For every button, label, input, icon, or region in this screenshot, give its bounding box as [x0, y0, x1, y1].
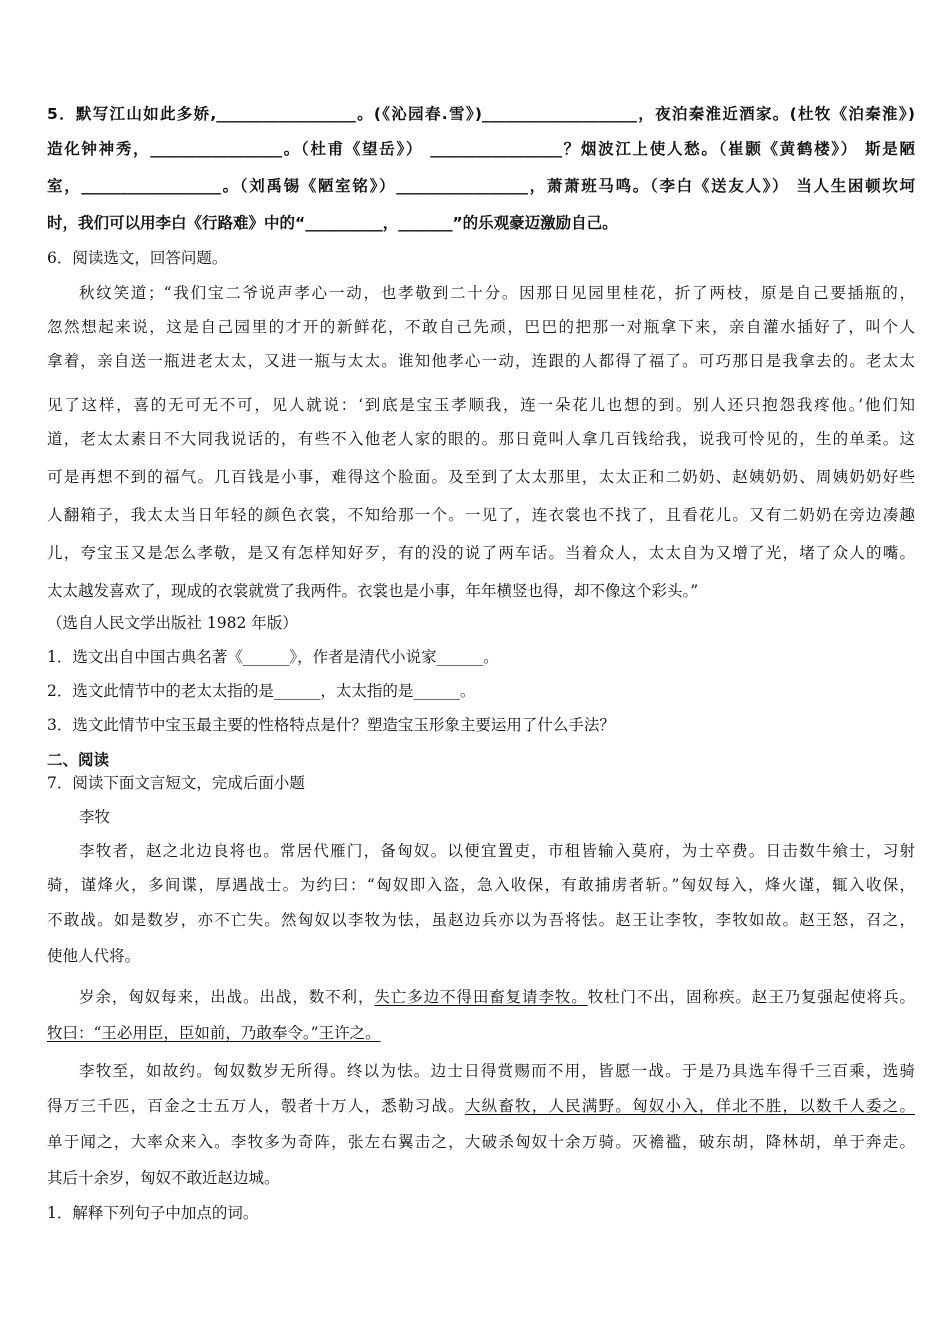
q7-subquestion-1: 1．解释下列句子中加点的词。 — [47, 1204, 259, 1222]
q7-passage-line: 李牧至，如故约。匈奴数岁无所得。终以为怯。边士日得赏赐而不用，皆愿一战。于是乃具选车得千三百乘，选骑 — [79, 1062, 915, 1080]
q5-line-3: 室，__________________。（刘禹锡《陋室铭》）_________________，萧萧班马鸣。（李白《送友人》） 当人生困顿坎坷 — [47, 177, 915, 195]
q6-passage-line: 见了这样，喜的无可无不可，见人就说：‘到底是宝玉孝顺我，连一朵花儿也想的到。别人还只抱怨我疼他。’他们知 — [47, 396, 915, 414]
q6-passage-line: 人翻箱子，我太太当日年轻的颜色衣裳，不知给那一个。一见了，连衣裳也不找了，且看花儿。又有二奶奶在旁边凑趣 — [47, 506, 915, 524]
q7-header: 7．阅读下面文言短文，完成后面小题 — [47, 774, 305, 792]
q7-passage-line: 李牧者，赵之北边良将也。常居代雁门，备匈奴。以便宜置吏，市租皆输入莫府，为士卒费。日击数牛飨士，习射 — [79, 842, 915, 860]
q6-subquestion-1: 1．选文出自中国古典名著《______》，作者是清代小说家______。 — [47, 648, 499, 666]
q5-line-4: 时，我们可以用李白《行路难》中的“__________，_______”的乐观豪迈激励自己。 — [47, 214, 618, 232]
q6-passage-line: 拿着，亲自送一瓶进老太太，又进一瓶与太太。谁知他孝心一动，连跟的人都得了福了。可巧那日是我拿去的。老太太 — [47, 352, 915, 370]
q6-subquestion-2: 2．选文此情节中的老太太指的是______，太太指的是______。 — [47, 682, 476, 700]
q7-passage-line: 使他人代将。 — [47, 947, 141, 965]
passage-text: 岁余，匈奴每来，出战。出战，数不利， — [79, 988, 375, 1006]
underlined-sentence: 大纵畜牧，人民满野。匈奴小入，佯北不胜，以数千人委之。 — [464, 1097, 915, 1115]
q7-passage-line — [47, 1095, 915, 1117]
q7-passage-line: 骑，谨烽火，多间谍，厚遇战士。为约曰：“匈奴即入盗，急入收保，有敢捕虏者斩。”匈奴每入，烽火谨，辄入收保， — [47, 876, 915, 894]
q6-passage-line: 太太越发喜欢了，现成的衣裳就赏了我两件。衣裳也是小事，年年横竖也得，却不像这个彩头。” — [47, 582, 699, 600]
q6-passage-line: 忽然想起来说，这是自己园里的才开的新鲜花，不敢自己先顽，巴巴的把那一对瓶拿下来，亲自灌水插好了，叫个人 — [47, 318, 915, 336]
q7-passage-line — [47, 1022, 915, 1044]
q6-passage-line: 儿，夸宝玉又是怎么孝敬，是又有怎样知好歹，有的没的说了两车话。当着众人，太太自为又增了光，堵了众人的嘴。 — [47, 544, 915, 562]
q6-passage-line: 道，老太太素日不大同我说话的，有些不入他老人家的眼的。那日竟叫人拿几百钱给我，说我可怜见的，生的单柔。这 — [47, 430, 915, 448]
q6-passage-line: 可是再想不到的福气。几百钱是小事，难得这个脸面。及至到了太太那里，太太正和二奶奶、赵姨奶奶、周姨奶奶好些 — [47, 468, 915, 486]
q5-line-2: 造化钟神秀，_________________。（杜甫《望岳》） _________________？烟波江上使人愁。（崔颢《黄鹤楼》） 斯是陋 — [47, 140, 915, 158]
underlined-sentence: 牧曰：“王必用臣，臣如前，乃敢奉令。”王许之。 — [47, 1024, 381, 1042]
q6-passage-line: 秋纹笑道；“我们宝二爷说声孝心一动，也孝敬到二十分。因那日见园里桂花，折了两枝，原是自己要插瓶的， — [79, 284, 915, 302]
underlined-sentence: 失亡多边不得田畜复请李牧。 — [374, 988, 588, 1006]
q7-passage-line: 不敢战。如是数岁，亦不亡失。然匈奴以李牧为怯，虽赵边兵亦以为吾将怯。赵王让李牧，李牧如故。赵王怒，召之， — [47, 911, 915, 929]
q7-passage-line — [79, 986, 915, 1008]
q5-line-1: 5．默写江山如此多娇,__________________。(《沁园春.雪》)____________________，夜泊秦淮近酒家。(杜牧《泊秦淮》) — [47, 105, 915, 123]
q6-subquestion-3: 3．选文此情节中宝玉最主要的性格特点是什？塑造宝玉形象主要运用了什么手法？ — [47, 716, 615, 734]
section-title: 二、阅读 — [47, 751, 110, 769]
q6-header: 6．阅读选文，回答问题。 — [47, 249, 228, 267]
q7-passage-title: 李牧 — [79, 808, 111, 826]
q7-passage-line: 其后十余岁，匈奴不敢近赵边城。 — [47, 1169, 280, 1187]
passage-text: 牧杜门不出，固称疾。赵王乃复强起使将兵。 — [587, 988, 915, 1006]
q7-passage-line: 单于闻之，大率众来入。李牧多为奇阵，张左右翼击之，大破杀匈奴十余万骑。灭襜褴，破东胡，降林胡，单于奔走。 — [47, 1133, 915, 1151]
q6-source: （选自人民文学出版社 1982 年版） — [47, 614, 298, 632]
passage-text: 得万三千匹，百金之士五万人，彀者十万人，悉勒习战。 — [47, 1097, 465, 1115]
